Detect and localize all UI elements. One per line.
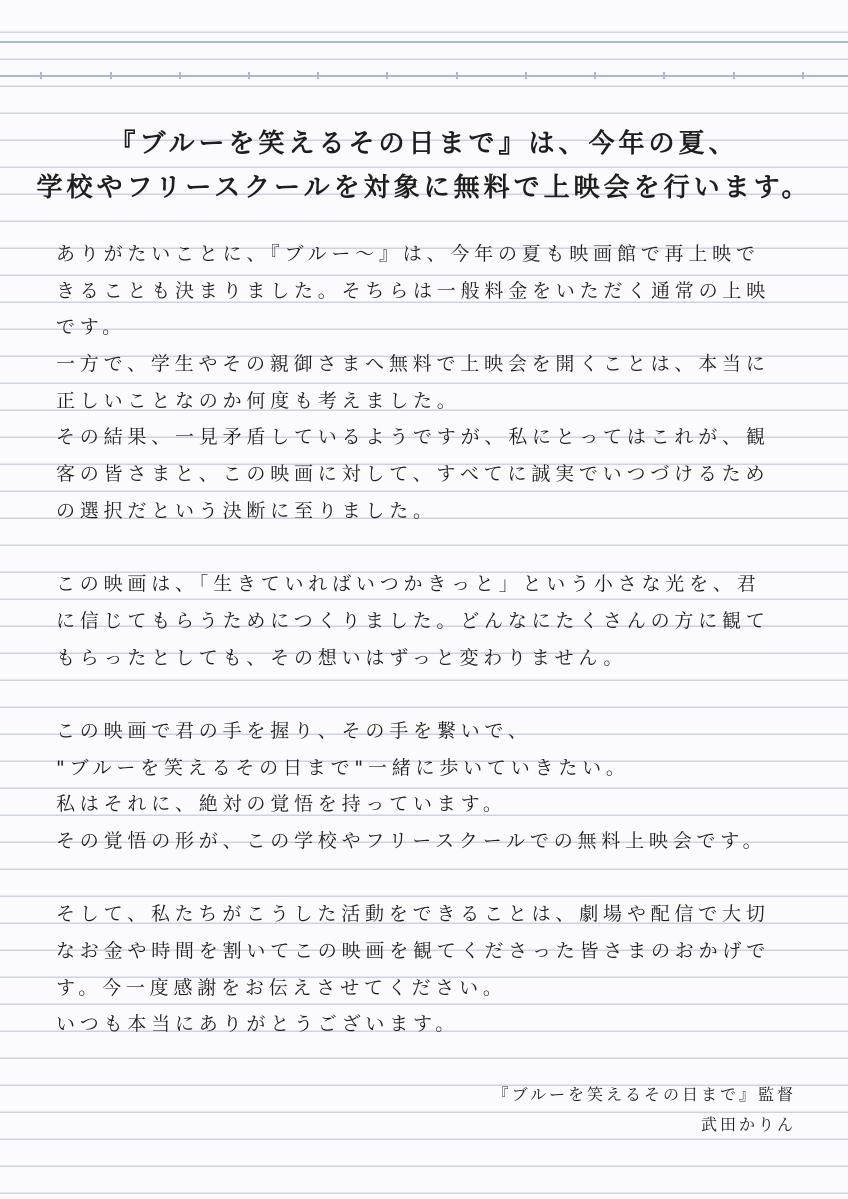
body-line: 客の皆さまと、この映画に対して、すべてに誠実でいつづけるため (56, 463, 770, 486)
tick-mark (733, 72, 735, 79)
paragraph-purpose (56, 566, 816, 676)
signature-name: 武田かりん (700, 1115, 796, 1134)
paragraph-gap (56, 676, 816, 713)
body-line: に信じてもらうためにつくりました。どんなにたくさんの方に観て (56, 609, 770, 632)
notebook-top-rule (0, 41, 848, 43)
body-line: その結果、一見矛盾しているようですが、私にとってはこれが、観 (56, 426, 770, 449)
tick-mark (179, 72, 181, 79)
body-line: 正しいことなのか何度も考えました。 (56, 389, 461, 412)
tick-mark (525, 72, 527, 79)
body-line: この映画は、「生きていればいつかきっと」という小さな光を、君 (56, 573, 761, 596)
paragraph-thanks (56, 896, 816, 1043)
tick-mark (110, 72, 112, 79)
paragraph-gap (56, 530, 816, 567)
body-line: の選択だという決断に至りました。 (56, 499, 437, 522)
body-line: そして、私たちがこうした活動をできることは、劇場や配信で大切 (56, 903, 770, 926)
signature-role: 『ブルーを笑えるその日まで』監督 (492, 1085, 796, 1104)
tick-mark (663, 72, 665, 79)
body-line: この映画で君の手を握り、その手を繋いで、 (56, 719, 532, 742)
tick-mark (802, 72, 804, 79)
signature-block (493, 1080, 796, 1140)
paragraph-resolve (56, 713, 816, 860)
headline-line: 学校やフリースクールを対象に無料で上映会を行います。 (36, 173, 812, 203)
tick-mark (40, 72, 42, 79)
body-line: その覚悟の形が、この学校やフリースクールでの無料上映会です。 (56, 830, 767, 852)
headline-line: 『ブルーを笑えるその日まで』は、今年の夏、 (109, 129, 739, 159)
body-line: 一方で、学生やその親御さまへ無料で上映会を開くことは、本当に (56, 353, 770, 376)
paragraph-reason (56, 236, 816, 530)
body-line: きることも決まりました。そちらは一般料金をいただく通常の上映 (56, 279, 771, 302)
headline (0, 122, 848, 210)
body-line: いつも本当にありがとうございます。 (56, 1013, 460, 1036)
body-line: 私はそれに、絶対の覚悟を持っています。 (56, 793, 507, 816)
tick-mark (248, 72, 250, 79)
body-line: なお金や時間を割いてこの映画を観てくださった皆さまのおかげで (56, 940, 771, 963)
body-line: "ブルーを笑えるその日まで"一緒に歩いていきたい。 (56, 756, 630, 779)
tick-mark (317, 72, 319, 79)
tick-mark (456, 72, 458, 79)
notebook-tick-marks (0, 72, 848, 80)
letter-body (56, 236, 816, 1043)
body-line: です。 (56, 316, 126, 339)
body-line: もらったとしても、その想いはずっと変わりません。 (56, 646, 628, 669)
tick-mark (386, 72, 388, 79)
tick-mark (594, 72, 596, 79)
body-line: ありがたいことに、『ブルー〜』は、今年の夏も映画館で再上映で (56, 243, 760, 265)
paragraph-gap (56, 860, 816, 897)
body-line: す。今一度感謝をお伝えさせてください。 (56, 976, 507, 999)
